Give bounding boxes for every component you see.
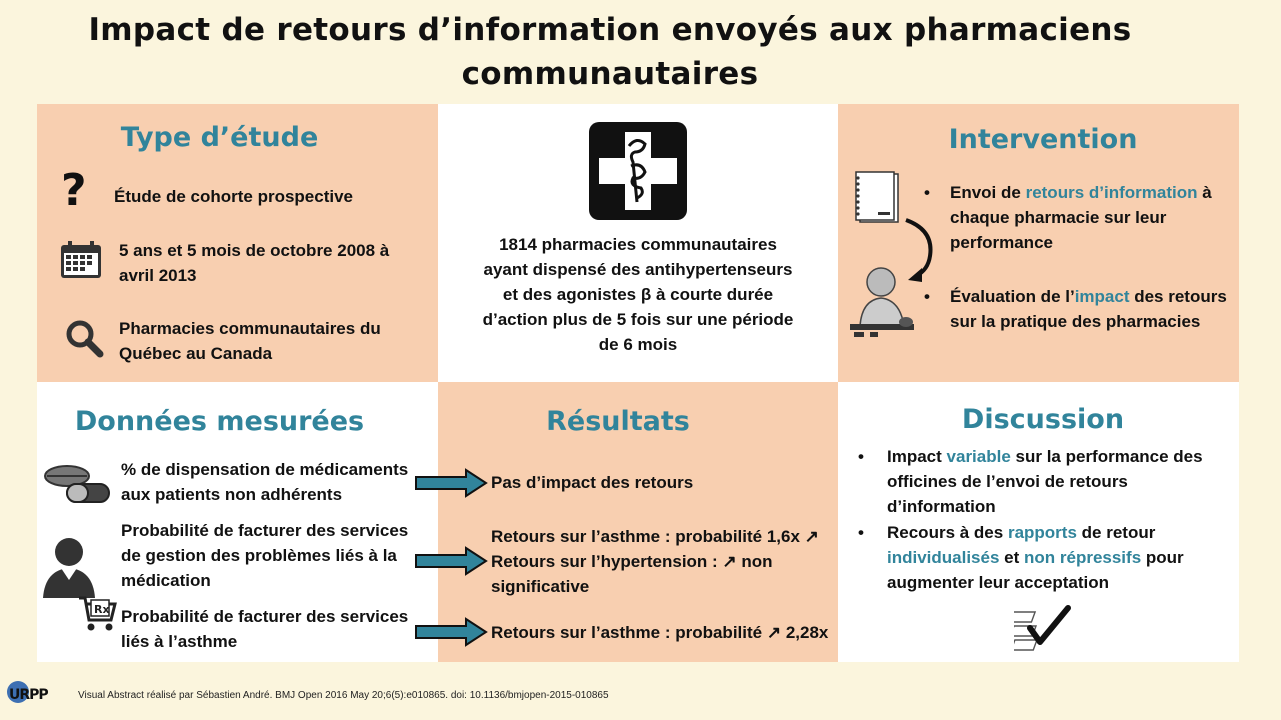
pharmacy-cross-icon [589,122,687,220]
discussion-item-2-text-b: de retour [1076,523,1156,542]
intervention-item-2 [950,284,1235,334]
study-setting-line-1: Pharmacies communautaires du [119,319,381,338]
intervention-item-2-text-a: Évaluation de l’ [950,287,1075,306]
pills-icon [41,462,113,510]
discussion-item-2-line-3: augmenter leur acceptation [887,573,1110,592]
intervention-item-2-text-b: des retours [1129,287,1227,306]
discussion-heading: Discussion [961,404,1125,435]
population-line-3: et des agonistes β à courte durée [502,285,774,304]
urpp-logo-text: URPP [9,687,48,703]
intervention-item-1-line-2: chaque pharmacie sur leur [950,208,1167,227]
title-line-1: Impact de retours d’information envoyés aux pharmaciens [88,12,1132,48]
measure-1 [121,457,408,507]
arrow-up-right-icon: ↗ [717,552,742,571]
magnifier-icon [65,319,105,359]
measure-2-line-2: de gestion des problèmes liés à la [121,546,397,565]
measure-2 [121,518,408,593]
discussion-panel [838,382,1239,662]
intervention-item-1-highlight: retours d’information [1025,183,1198,202]
prescription-cart-icon [77,594,119,634]
study-duration-line-1: 5 ans et 5 mois de octobre 2008 à [119,241,390,260]
arrow-right-icon [414,617,488,647]
discussion-item-2-highlight: rapports [1007,523,1077,542]
population-line-5: de 6 mois [598,335,678,354]
discussion-item-1-line-2: officines de l’envoi de retours [887,472,1128,491]
result-2-line-2-suffix: non [741,552,773,571]
intervention-item-1-text-a: Envoi de [950,183,1026,202]
study-type-heading: Type d’étude [120,122,319,153]
arrow-right-icon [414,546,488,576]
intervention-item-2-highlight: impact [1074,287,1130,306]
result-2 [491,524,819,599]
discussion-item-2-text-mid: et [999,548,1024,567]
urpp-logo [7,679,47,715]
discussion-bullet-2-dot: • [858,523,864,542]
population-line-1: 1814 pharmacies communautaires [499,235,777,254]
measure-3-line-1: Probabilité de facturer des services [121,607,409,626]
arrow-up-right-icon: ↗ [762,623,786,642]
measures-heading: Données mesurées [74,406,365,437]
discussion-item-1-highlight: variable [946,447,1011,466]
results-panel [438,382,838,662]
intervention-panel [838,104,1239,382]
study-duration [119,238,389,288]
study-duration-line-2: avril 2013 [119,266,197,285]
measure-1-line-1: % de dispensation de médicaments [121,460,409,479]
study-setting [119,316,381,366]
discussion-item-1-text-b: sur la performance des [1010,447,1203,466]
population-panel [438,104,838,382]
footer-citation: Visual Abstract réalisé par Sébastien André. BMJ Open 2016 May 20;6(5):e010865. doi: 10.1136/bmjopen-2015-010865 [78,690,609,701]
study-setting-line-2: Québec au Canada [119,344,273,363]
checklist-icon [1014,604,1072,652]
result-3-value: 2,28x [785,623,829,642]
measure-3 [121,604,408,654]
result-1: Pas d’impact des retours [491,473,694,492]
arrow-up-right-icon: ↗ [799,527,819,546]
population-line-2: ayant dispensé des antihypertenseurs [483,260,793,279]
intervention-heading: Intervention [948,124,1138,155]
result-3 [491,620,828,645]
measure-2-line-1: Probabilité de facturer des services [121,521,409,540]
intervention-bullet-1-dot: • [924,183,930,202]
intervention-item-1-text-b: à [1197,183,1212,202]
discussion-item-1 [887,444,1227,519]
measure-2-line-3: médication [121,571,211,590]
discussion-item-1-line-3: d’information [887,497,996,516]
measure-3-line-2: liés à l’asthme [121,632,238,651]
intervention-bullet-2-dot: • [924,287,930,306]
population-text [438,232,838,357]
discussion-item-2-highlight-3: non répressifs [1024,548,1142,567]
svg-text:Rx: Rx [94,603,110,616]
measure-1-line-2: aux patients non adhérents [121,485,343,504]
result-3-text: Retours sur l’asthme : probabilité [491,623,763,642]
result-2-line-3: significative [491,577,590,596]
title-line-2: communautaires [461,56,759,92]
study-type-panel [37,104,438,382]
result-2-line-2: Retours sur l’hypertension : [491,552,718,571]
document-icon [852,170,902,224]
discussion-item-2-text-a: Recours à des [887,523,1008,542]
intervention-item-2-line-2: sur la pratique des pharmacies [950,312,1201,331]
intervention-item-1 [950,180,1235,255]
discussion-bullet-1-dot: • [858,447,864,466]
discussion-item-2 [887,520,1227,595]
page-title [0,8,1220,96]
study-design: Étude de cohorte prospective [114,187,353,206]
arrow-right-icon [414,468,488,498]
discussion-item-1-text-a: Impact [887,447,947,466]
question-mark-icon: ? [61,165,87,216]
person-icon [41,534,97,600]
measures-panel [37,382,438,662]
population-line-4: d’action plus de 5 fois sur une période [482,310,794,329]
calendar-icon [59,240,103,280]
discussion-item-2-highlight-2: individualisés [887,548,1000,567]
results-heading: Résultats [546,406,690,437]
intervention-item-1-line-3: performance [950,233,1053,252]
pharmacist-icon [848,262,918,340]
discussion-item-2-text-c: pour [1141,548,1184,567]
result-2-line-1: Retours sur l’asthme : probabilité 1,6x [491,527,800,546]
